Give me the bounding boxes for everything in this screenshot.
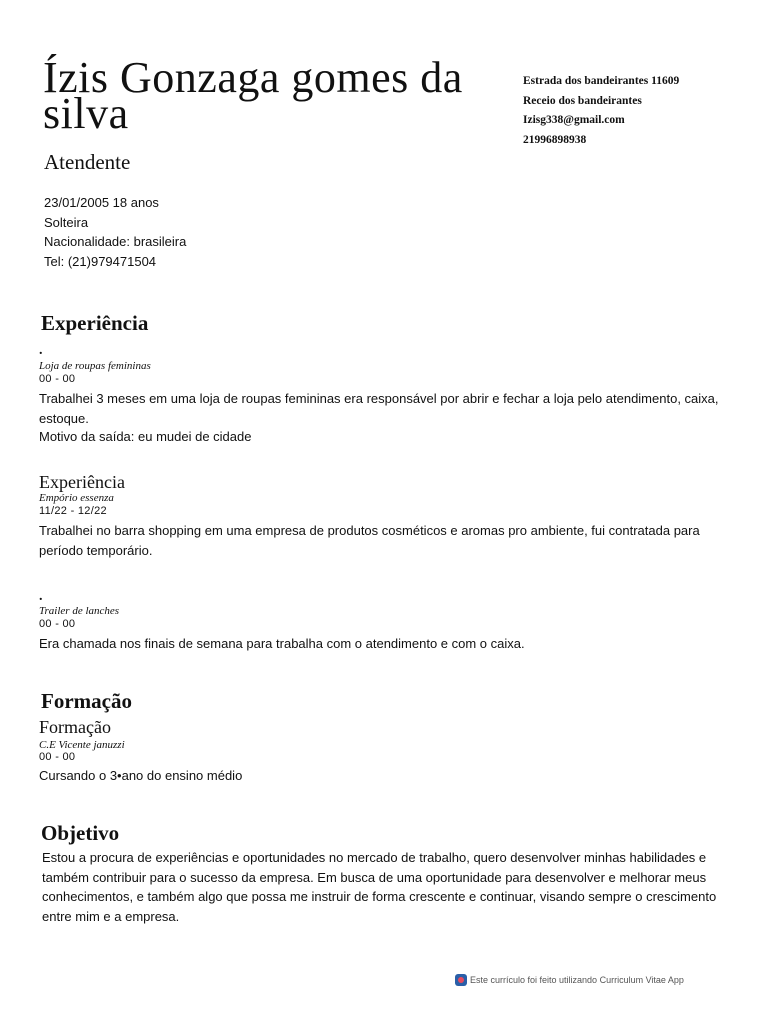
job-1-dates: 00 - 00: [39, 373, 76, 385]
job-1-company: Loja de roupas femininas: [39, 360, 151, 372]
contact-email: Izisg338@gmail.com: [523, 114, 625, 126]
contact-info: [523, 72, 679, 150]
nationality: Nacionalidade: brasileira: [44, 234, 187, 249]
birth-date: 23/01/2005 18 anos: [44, 195, 159, 210]
contact-phone: 21996898938: [523, 133, 587, 146]
marital-status: Solteira: [44, 214, 89, 230]
job-1-description: Trabalhei 3 meses em uma loja de roupas femininas era responsável por abrir e fechar a loja pelo atendimento, caixa, estoque.: [39, 391, 719, 426]
education-school: C.E Vicente januzzi: [39, 739, 125, 751]
job-2-dates: 11/22 - 12/22: [39, 505, 107, 517]
address-line-1: Estrada dos bandeirantes 11609: [523, 75, 680, 87]
app-logo-icon: [455, 974, 467, 986]
education-dates: 00 - 00: [39, 751, 76, 763]
job-3-company: Trailer de lanches: [39, 605, 120, 617]
education-item-title: Formação: [39, 717, 111, 737]
job-3-dates: 00 - 00: [39, 618, 76, 630]
candidate-name: Ízis Gonzaga gomes da silva: [43, 53, 463, 138]
job-3-title: .: [39, 589, 43, 604]
education-section-title: Formação: [41, 689, 132, 713]
experience-section-title: Experiência: [41, 311, 149, 335]
job-1-note: Motivo da saída: eu mudei de cidade: [39, 429, 252, 444]
footer-credit: [455, 974, 684, 986]
footer-text: Este currículo foi feito utilizando Curriculum Vitae App: [470, 975, 684, 985]
job-3-description: Era chamada nos finais de semana para trabalha com o atendimento e com o caixa.: [39, 636, 525, 651]
objective-text: Estou a procura de experiências e oportunidades no mercado de trabalho, quero desenvolver minhas habilidades e também contribuir para o sucesso da empresa. Em busca de uma oportunidade para desenvolver e melhorar meus conhecimentos, e também algo que possa me instruir de forma crescente e continuar, visando sempre o crescimento entre mim e a empresa.: [42, 850, 717, 924]
job-2-title: Experiência: [39, 472, 125, 492]
job-2-description: Trabalhei no barra shopping em uma empresa de produtos cosméticos e aromas pro ambiente, fui contratada para período temporário.: [39, 523, 700, 558]
address-line-2: Receio dos bandeirantes: [523, 94, 642, 107]
personal-info: [44, 193, 186, 271]
job-1-title: .: [39, 343, 43, 358]
job-2-company: Empório essenza: [39, 492, 114, 504]
job-role: Atendente: [44, 150, 131, 174]
objective-section-title: Objetivo: [41, 821, 120, 845]
education-description: Cursando o 3•ano do ensino médio: [39, 768, 243, 783]
personal-phone: Tel: (21)979471504: [44, 253, 157, 269]
